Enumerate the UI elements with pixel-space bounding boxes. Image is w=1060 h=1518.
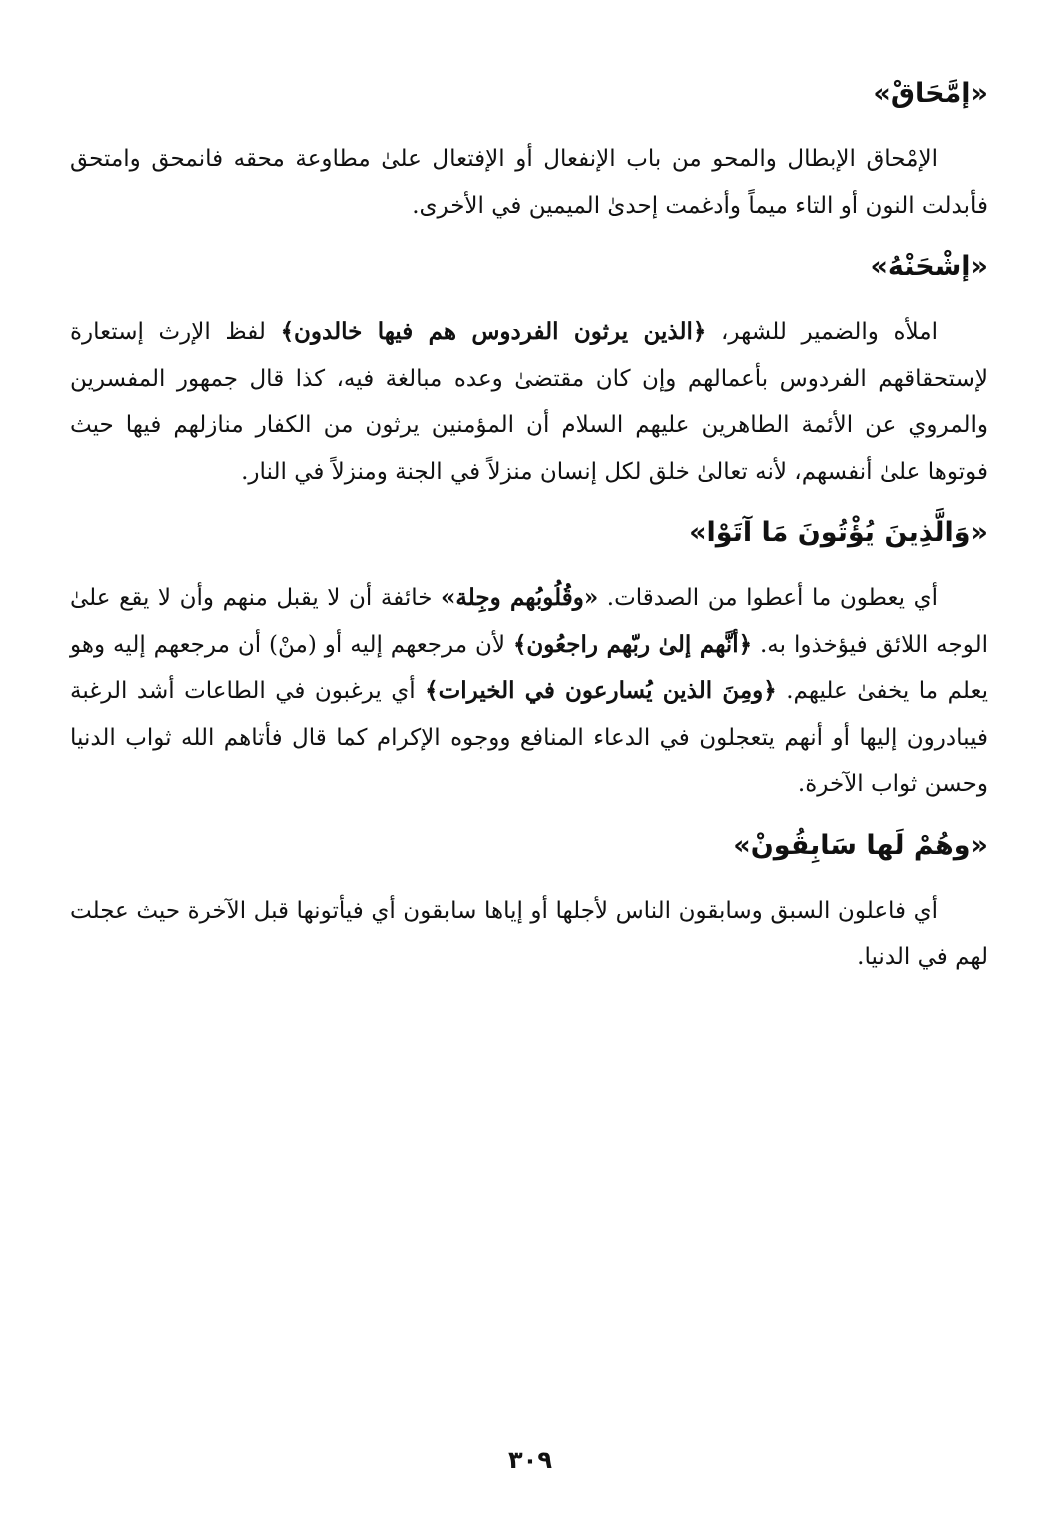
paragraph-text: لأن مرجعهم إليه أو (منْ) أن مرجعهم إليه وهو يعلم ما يخفىٰ عليهم.	[70, 631, 988, 704]
entry-paragraph	[70, 309, 988, 495]
page-content	[70, 70, 988, 995]
entry-yutuna	[70, 509, 988, 808]
entry-imhaq	[70, 70, 988, 229]
entry-heading: «وهُمْ لَها سَابِقُونْ»	[733, 829, 988, 861]
entry-heading: «إمَّحَاقْ»	[873, 78, 988, 109]
entry-heading: «وَالَّذِينَ يُؤْتُونَ مَا آتَوْا»	[689, 517, 988, 548]
paragraph-text: لفظ الإرث إستعارة لإستحقاقهم الفردوس بأعمالهم وإن كان مقتضىٰ وعده مبالغة فيه، كذا قال جمهور المفسرين والمروي عن الأئمة الطاهرين عليهم السلام أن المؤمنين يرثون من الكفار منازلهم فيها حيث فوتوها علىٰ أنفسهم، لأنه تعالىٰ خلق لكل إنسان منزلاً في الجنة ومنزلاً في النار.	[70, 319, 988, 485]
quran-quote: ﴿ومِنَ الذين يُسارعون في الخيرات﴾	[425, 677, 777, 704]
paragraph-text: خائفة أن لا يقبل منهم وأن لا يقع علىٰ الوجه اللائق فيؤخذوا به.	[70, 585, 988, 658]
entry-ishhanhu	[70, 243, 988, 495]
paragraph-text: أي فاعلون السبق وسابقون الناس لأجلها أو إياها سابقون أي فيأتونها قبل الآخرة حيث عجلت لهم في الدنيا.	[70, 897, 988, 970]
paragraph-text: املأه والضمير للشهر،	[706, 319, 938, 345]
entry-sabiqun	[70, 822, 988, 981]
paragraph-text: أي يرغبون في الطاعات أشد الرغبة فيبادرون إليها أو أنهم يتعجلون في الدعاء المنافع ووجوه الإكرام كما قال فأتاهم الله ثواب الدنيا وحسن ثواب الآخرة.	[70, 678, 989, 797]
paragraph-text: الإمْحاق الإبطال والمحو من باب الإنفعال أو الإفتعال علىٰ مطاوعة محقه فانمحق وامتحق فأبدلت النون أو التاء ميماً وأدغمت إحدىٰ الميمين في الأخرى.	[70, 146, 988, 219]
entry-paragraph	[70, 888, 988, 981]
paragraph-text: أي يعطون ما أعطوا من الصدقات.	[598, 585, 939, 611]
quran-quote: ﴿أنَّهم إلىٰ ربّهم راجعُون﴾	[512, 630, 753, 658]
quran-quote: «وقُلُوبُهم وجِلة»	[441, 584, 599, 611]
page-number: ٣٠٩	[508, 1446, 552, 1474]
entry-paragraph	[70, 575, 988, 808]
quran-quote: ﴿الذين يرثون الفردوس هم فيها خالدون﴾	[280, 318, 707, 345]
entry-paragraph	[70, 136, 988, 229]
entry-heading: «إشْحَنْهُ»	[870, 251, 988, 282]
